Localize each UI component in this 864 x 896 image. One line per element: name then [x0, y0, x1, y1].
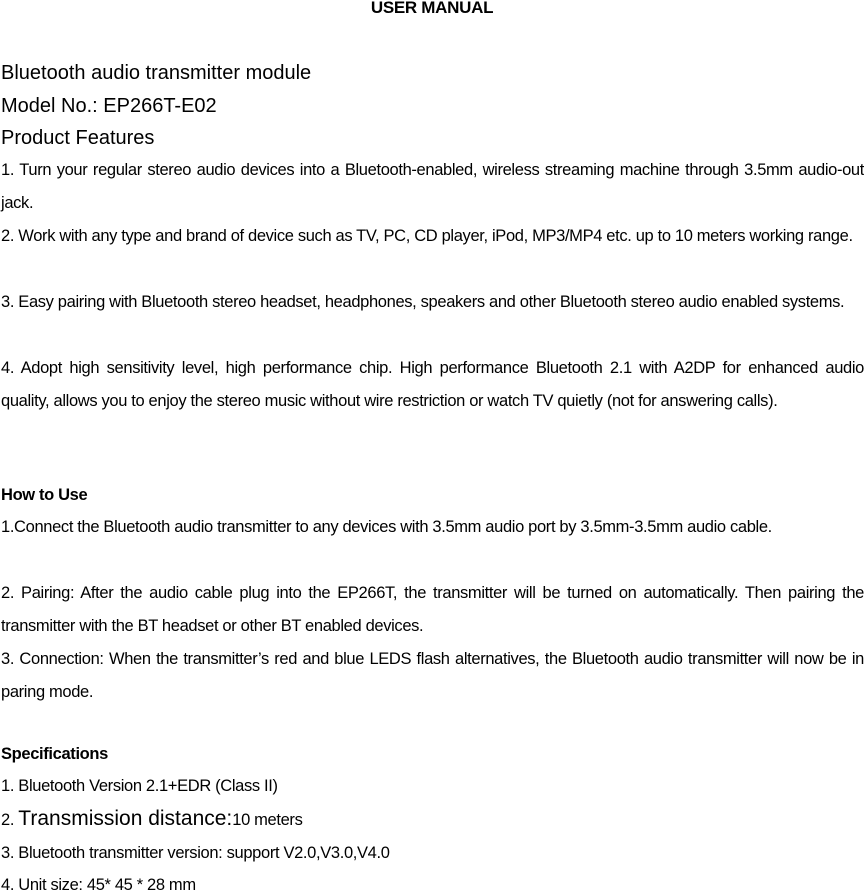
product-name: Bluetooth audio transmitter module [1, 62, 312, 84]
how-to-use-step-3: 3. Connection: When the transmitter’s red and blue LEDS flash alternatives, the Bluetooth audio transmitter will now be in paring mode. [1, 650, 864, 701]
model-number: Model No.: EP266T-E02 [1, 95, 217, 117]
feature-item-4: 4. Adopt high sensitivity level, high performance chip. High performance Bluetooth 2.1 with A2DP for enhanced audio quality, allows you to enjoy the stereo music without wire restriction or watch TV quietly (not for answering calls). [1, 359, 864, 410]
how-to-use-step-2: 2. Pairing: After the audio cable plug into the EP266T, the transmitter will be turned on automatically. Then pairing the transmitter with the BT headset or other BT enabled devices. [1, 584, 864, 635]
specifications-heading: Specifications [1, 745, 108, 763]
feature-item-1: 1. Turn your regular stereo audio devices into a Bluetooth-enabled, wireless streaming machine through 3.5mm audio-out jack. [1, 161, 864, 212]
feature-item-3: 3. Easy pairing with Bluetooth stereo headset, headphones, speakers and other Bluetooth stereo audio enabled systems. [1, 293, 845, 311]
spec-item-4: 4. Unit size: 45* 45 * 28 mm [1, 876, 196, 894]
features-heading: Product Features [1, 127, 155, 149]
spec-item-2-value: 10 meters [232, 811, 303, 829]
how-to-use-step-1: 1.Connect the Bluetooth audio transmitter to any devices with 3.5mm audio port by 3.5mm-3.5mm audio cable. [1, 518, 772, 536]
spec-item-2-label: Transmission distance: [18, 807, 233, 830]
feature-item-2: 2. Work with any type and brand of device such as TV, PC, CD player, iPod, MP3/MP4 etc. up to 10 meters working range. [1, 227, 853, 245]
spec-item-1: 1. Bluetooth Version 2.1+EDR (Class II) [1, 777, 278, 795]
spec-item-3: 3. Bluetooth transmitter version: support V2.0,V3.0,V4.0 [1, 844, 390, 862]
how-to-use-heading: How to Use [1, 486, 88, 504]
spec-item-2-number: 2. [1, 811, 19, 829]
spec-item-2 [1, 808, 302, 831]
document-title: USER MANUAL [370, 0, 494, 17]
